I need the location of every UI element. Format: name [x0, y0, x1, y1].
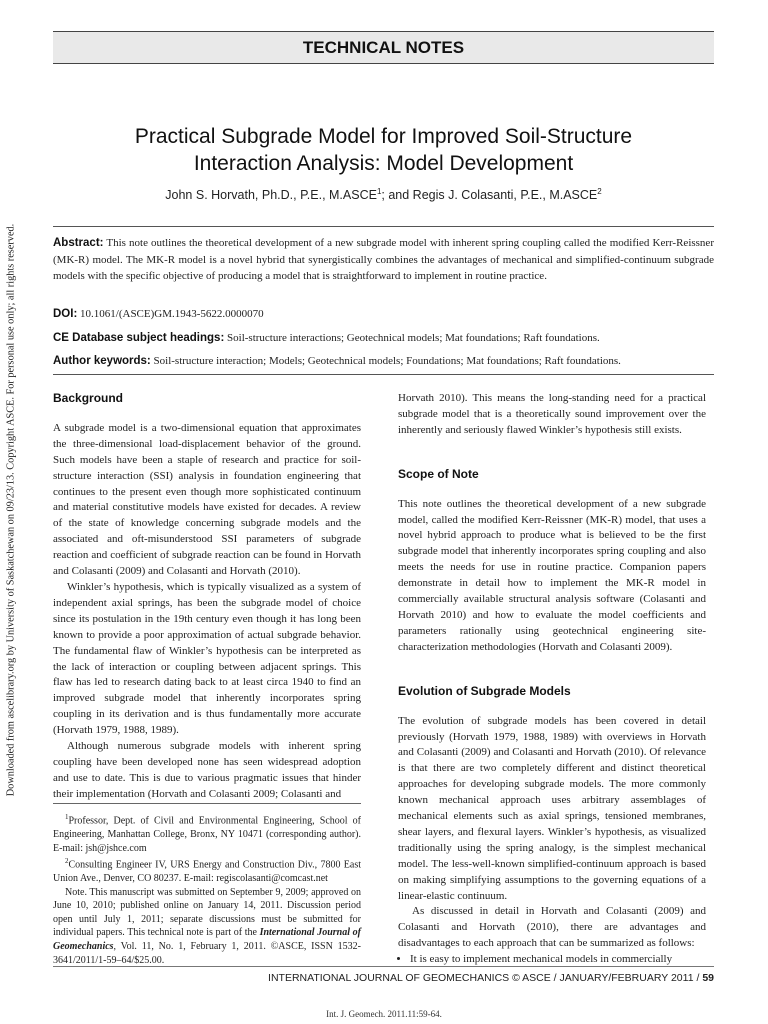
scope-paragraph: This note outlines the theoretical development of a new subgrade model, called the modified Kerr-Reissner (MK-R) model, that uses a novel hybrid approach to produce what is believed to be the first subgrade model that inherently incorporates spring coupling and also meets the needs for use in routine practice. Companion papers demonstrate in detail how to implement the MK-R model in commercially available structural analysis software (Colasanti and Horvath 2010) and how to evaluate the model coefficients and parameters rationally using geotechnical engineering site-characterization methodologies (Horvath and Colasanti 2009). [398, 497, 706, 653]
section-banner-label: TECHNICAL NOTES [302, 37, 465, 57]
abstract-text: This note outlines the theoretical development of a new subgrade model with inherent spring coupling called the modified Kerr-Reissner (MK-R) model. The MK-R model is a novel hybrid that synergistically combines the advantages of mechanical and simplified-continuum subgrade models with the specific objective of producing a model that is straightforward to implement in routine practice. [53, 237, 714, 282]
download-notice [4, 215, 18, 805]
background-paragraph-2: Winkler’s hypothesis, which is typically visualized as a system of independent axial springs, has been the subgrade model of choice since its postulation in the 19th century even though it has long been known to provide a poor approximation of actual subgrade behavior. The fundamental flaw of Winkler’s hypothesis can be interpreted as the lack of interaction or coupling between adjacent springs. This flaw has led to research dating back to at least circa 1940 to find an improved subgrade model that inherently incorporates spring coupling in its derivation and is thus fundamentally more accurate (Horvath 1979, 1988, 1989). [53, 580, 361, 737]
list-item: • It is easy to implement mechanical models in commercially [410, 952, 706, 968]
subject-headings [53, 330, 714, 347]
background-paragraph-3: Although numerous subgrade models with inherent spring coupling have been developed none has seen widespread adoption and use to date. This is due to various pragmatic issues that hinder their implementation (Horvath and Colasanti 2009; Colasanti and [53, 740, 361, 800]
running-footer-text: INTERNATIONAL JOURNAL OF GEOMECHANICS © ASCE / JANUARY/FEBRUARY 2011 / [268, 972, 703, 984]
evolution-paragraph-1: The evolution of subgrade models has been covered in detail previously (Horvath 1979, 1988, 1989) with overviews in Horvath and Colasanti (2009) and Colasanti and Horvath (2010). Of relevance is that there are two completely different and distinct theoretical approaches for developing subgrade models. The more commonly known mechanical approach uses arbitrary assemblages of mechanical elements such as axial springs, tensioned membranes, shear layers, and flexural layers. Winkler’s hypothesis, as visualized traditionally using the spring analogy, is the simplest mechanical model. The less-well-known simplified-continuum approach is based on making simplifying assumptions to the governing equations of a linear-elastic continuum. [398, 714, 706, 902]
paper-title [53, 123, 714, 177]
footnotes [53, 803, 361, 967]
subject-headings-label: CE Database subject headings: [53, 332, 225, 344]
footnote-1-mark: 1 [65, 813, 69, 821]
front-matter-top-rule [53, 226, 714, 227]
subject-headings-text: Soil-structure interactions; Geotechnical models; Mat foundations; Raft foundations. [227, 332, 600, 344]
abstract-label: Abstract: [53, 237, 104, 249]
author-2-affiliation-mark: 2 [597, 187, 602, 196]
footnote-1 [53, 811, 361, 855]
doi-label: DOI: [53, 308, 78, 320]
author-1-affiliation-mark: 1 [376, 187, 382, 196]
author-1: John S. Horvath, Ph.D., P.E., M.ASCE [165, 188, 377, 203]
paper-title-line-2: Interaction Analysis: Model Development [193, 152, 574, 175]
front-matter-bottom-rule [53, 374, 714, 375]
section-banner [53, 31, 714, 64]
left-column [53, 391, 361, 803]
paper-title-line-1: Practical Subgrade Model for Improved Soil-Structure [134, 125, 633, 148]
author-keywords-text: Soil-structure interaction; Models; Geotechnical models; Foundations; Mat foundations; Raft foundations. [153, 355, 621, 367]
manuscript-note [53, 886, 361, 968]
author-keywords [53, 353, 714, 370]
evolution-paragraph-2: As discussed in detail in Horvath and Colasanti (2009) and Colasanti and Horvath (2010), there are advantages and disadvantages to each approach that can be summarized as follows: [398, 905, 706, 950]
background-paragraph-3-continued: Horvath 2010). This means the long-standing need for a practical subgrade model that is a theoretically sound improvement over the inherently and seriously flawed Winkler’s hypothesis still exists. [398, 392, 706, 436]
running-footer [53, 966, 714, 984]
abstract [53, 235, 714, 285]
right-column [398, 391, 706, 968]
manuscript-note-text: Note. This manuscript was submitted on September 9, 2009; approved on June 10, 2010; published online on January 14, 2011. Discussion period open until July 1, 2011; separate discussions must be submitted for individual papers. This technical note is part of the [53, 886, 361, 939]
footnote-1-text: Professor, Dept. of Civil and Environmental Engineering, School of Engineering, Manhattan College, Bronx, NY 10471 (corresponding author). E-mail: jsh@jshce.com [53, 815, 361, 854]
page-number: 59 [702, 972, 714, 984]
doi [53, 306, 714, 323]
evolution-heading: Evolution of Subgrade Models [398, 683, 571, 698]
author-keywords-label: Author keywords: [53, 355, 151, 367]
footnote-2-mark: 2 [65, 857, 69, 866]
author-2: ; and Regis J. Colasanti, P.E., M.ASCE [381, 188, 598, 203]
scope-heading: Scope of Note [398, 466, 479, 481]
background-paragraph-1: A subgrade model is a two-dimensional equation that approximates the three-dimensional load-displacement behavior of the ground. Such models have been a staple of research and practice for soil-structure interaction (SSI) analysis in foundation engineering that continues to the present even though more sophisticated continuum and material constitutive models have existed for decades. A review of the state of knowledge concerning subgrade models and the associated and oft-misunderstood SSI parameters of subgrade reaction and coefficient of subgrade reaction can be found in Horvath and Colasanti (2009) and Colasanti and Horvath (2010). [53, 421, 361, 578]
download-notice-text: Downloaded from ascelibrary.org by University of Saskatchewan on 09/23/13. Copyright ASCE. For personal use only; all rights reserved. [5, 223, 17, 797]
background-heading: Background [53, 391, 124, 405]
footnote-2 [53, 855, 361, 886]
footnote-2-text: Consulting Engineer IV, URS Energy and Construction Div., 7800 East Union Ave., Denver, CO 80237. E-mail: regiscolasanti@comcast.net [53, 859, 361, 885]
journal-name: International Journal of Geomechanics [53, 927, 361, 952]
manuscript-note-issn: , Vol. 11, No. 1, February 1, 2011. ©ASCE, ISSN 1532-3641/2011/1-59–64/$25.00. [53, 941, 361, 966]
citation-line: Int. J. Geomech. 2011.11:59-64. [326, 1009, 442, 1019]
doi-value[interactable]: 10.1061/(ASCE)GM.1943-5622.0000070 [80, 308, 264, 320]
author-line [53, 187, 714, 202]
